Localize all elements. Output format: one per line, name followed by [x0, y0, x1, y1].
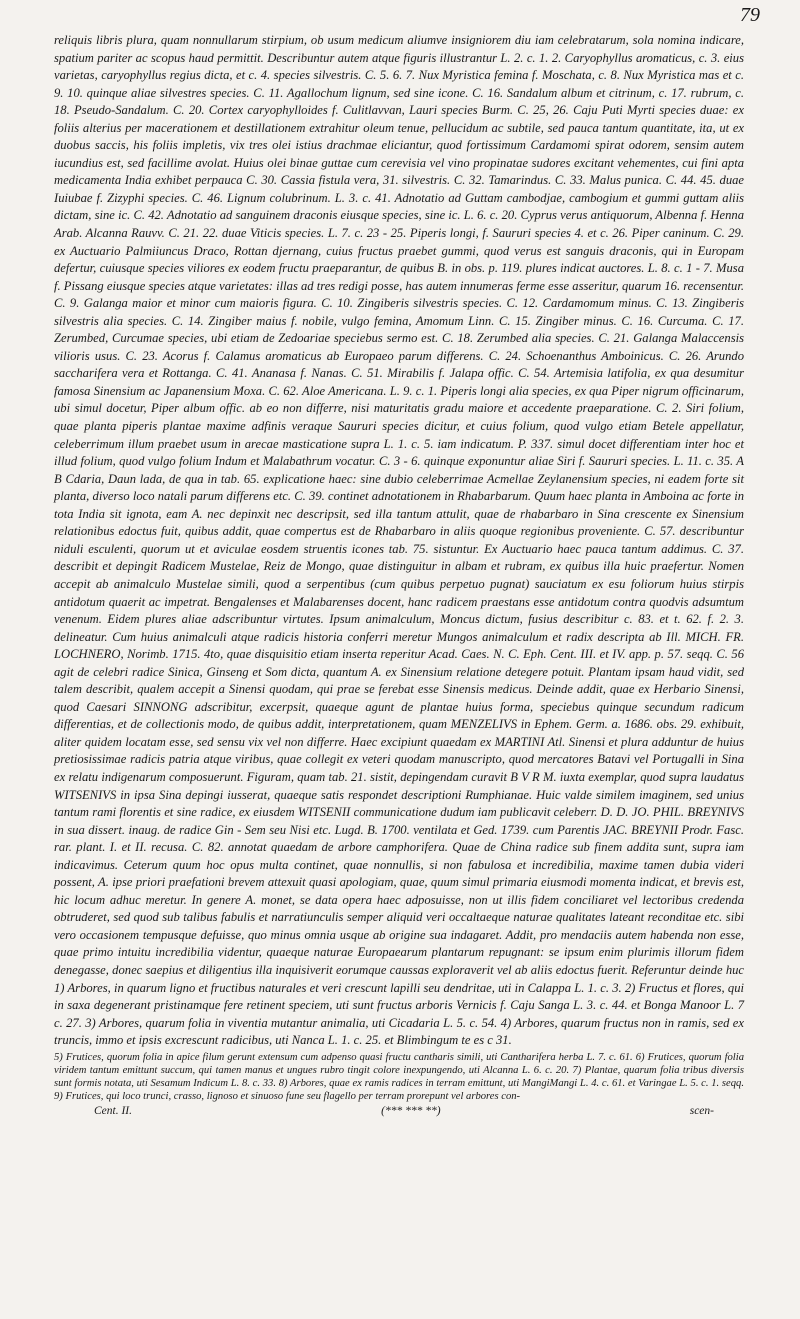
footnote-paragraph: 5) Frutices, quorum folia in apice filum gerunt extensum cum adpenso quasi fructu cantharis simili, uti Cantharifera herba L. 7. c. 61. 6) Frutices, quorum folia viridem tantum emittunt succum, qui tamen manus et ungues rubro tingit colore inexpungendo, uti Alcanna L. 6. c. 20. 7) Plantae, quarum folia tribus diversis sunt formis notata, uti Sesamum Indicum L. 8. c. 33. 8) Arbores, quae ex ramis radices in terram emittunt, uti MangiMangi L. 4. c. 61. et Varingae L. 5. c. 1. seqq. 9) Frutices, qui loco trunci, crasso, lignoso et sinuoso fune seu flagello per terram prorepunt vel arbores con- — [54, 1051, 744, 1103]
signature-line — [54, 1105, 744, 1117]
page-number: 79 — [740, 4, 760, 26]
main-text — [54, 32, 744, 1050]
signature-catchword: scen- — [689, 1104, 714, 1117]
footnotes — [54, 1051, 744, 1104]
paragraph: reliquis libris plura, quam nonnullarum stirpium, ob usum medicum aliumve insigniorem diu iam celebratarum, sola nomina indicare, spatium pariter ac scopus haud permittit. Describuntur autem atque figuris illustrantur L. 2. c. 1. 2. Caryophyllus aromaticus, c. 3. eius varietas, caryophyllus regius dicta, et c. 4. species silvestris. C. 5. 6. 7. Nux Myristica femina f. Moschata, c. 8. Nux Myristica mas et c. 9. 10. quinque aliae silvestres species. C. 11. Agallochum lignum, sed sine icone. C. 16. Sandalum album et citrinum, c. 17. rubrum, c. 18. Pseudo-Sandalum. C. 20. Cortex caryophylloides f. Culitlavvan, Lauri species Burm. C. 25, 26. Caju Puti Myrti species duae: ex foliis alterius per macerationem et destillationem extrahitur oleum tenue, pellucidum ac subtile, sed pauca tantum quantitate, ita, ut ex duobus saccis, his foliis impletis, vix tres olei istius drachmae eliciantur, quod fortissimum Cardamomi spirat odorem, sensim autem iucundius est, sed facillime avolat. Huius olei binae guttae cum cerevisia vel vino propinatae sudores excitant vehementes, cui fini apta medicamenta India exhibet perpauca C. 30. Cassia fistula vera, 31. silvestris. C. 32. Tamarindus. C. 33. Malus punica. C. 44. 45. duae Iuiubae f. Zizyphi species. C. 46. Lignum colubrinum. L. 3. c. 41. Adnotatio ad Guttam cambodjae, cambogium et gummi guttam aliis dictam, sine ic. C. 42. Adnotatio ad sanguinem draconis eiusque species, sine ic. L. 6. c. 20. Cyprus verus antiquorum, Albenna f. Henna Arab. Alcanna Rauvv. C. 21. 22. duae Viticis species. L. 7. c. 23 - 25. Piperis longi, f. Saururi species 4. et c. 26. Piper caninum. C. 29. ex Auctuario Palmiiuncus Draco, Rottan djernang, cuius fructus praebet gummi, quod verus est sanguis draconis, qui in Europam defertur, cuiusque species viliores ex eodem fructu praeparantur, de quibus B. in obs. p. 119. plures indicat auctores. L. 8. c. 1 - 7. Musa f. Pissang eiusque species atque varietates: illas ad tres redigi posse, has autem innumeras ferme esse asseritur, quarum 16. recensentur. C. 9. Galanga maior et minor cum maioris figura. C. 10. Zingiberis silvestris species. C. 12. Cardamomum minus. C. 13. Zingiberis silvestris alia species. C. 14. Zingiber maius f. nobile, vulgo femina, Amomum Linn. C. 15. Zingiber minus. C. 16. Curcuma. C. 17. Zerumbed, Curcumae species, ubi etiam de Zedoariae speciebus sermo est. C. 18. Zerumbed alia species. C. 21. Galanga Malaccensis vilioris usus. C. 23. Acorus f. Calamus aromaticus ab Europaeo parum differens. C. 24. Schoenanthus Amboinicus. C. 26. Arundo saccharifera vera et Rottanga. C. 41. Ananasa f. Nanas. C. 51. Mirabilis f. Jalapa offic. C. 54. Artemisia latifolia, ex qua desumitur famosa Sinensium ac Japanensium Moxa. C. 62. Aloe Americana. L. 9. c. 1. Piperis longi alia species, ex qua Piper nigrum officinarum, ubi simul docetur, Piper album offic. ab eo non differre, nisi maturitatis gradu maiore et accedente praeparatione. C. 2. Siri folium, quae planta piperis plantae maxime adfinis veraque Saururi species dicitur, et cuius folium, quod vulgo etiam Betele appellatur, celeberrimum illum praebet usum in arecae masticatione supra L. 1. c. 5. iam indicatum. P. 337. simul docet differentiam inter hoc et illud folium, quod vulgo folium Indum et Malabathrum vocatur. C. 3 - 6. quinque exponuntur aliae Siri f. Saururi species. L. 11. c. 35. A B Cdaria, Daun lada, de qua in tab. 65. explicatione haec: sine dubio celeberrimae Acmellae Zeylanensium species, ni eadem forte sit planta, diverso loco natali parum differens etc. C. 39. continet adnotationem in Rhabarbarum. Quum haec planta in Amboina ac forte in tota India sit ignota, eam A. nec depinxit nec descripsit, sed illa tantum attulit, quae de rhabarbaro in Sina crescente ex Sinensium relationibus edoctus fuit, quibus addit, quae compertus est de Rhabarbaro in aliis quoque regionibus proveniente. C. 57. describuntur niduli esculenti, quorum ut et aviculae eosdem struentis icones tab. 75. sistuntur. Ex Auctuario haec pauca tantum addimus. C. 37. describit et depingit Radicem Mustelae, Reiz de Mongo, quae distinguitur in albam et rubram, ex quibus illa huic praefertur. Nomen accepit ab animalculo Mustelae simili, quod a serpentibus (cum quibus perpetuo pugnat) sauciatum ex esu foliorum huius stirpis antidotum quaerit ac impetrat. Bengalenses et Malabarenses docent, hanc radicem praestans esse antidotum contra quodvis adsumtum venenum. Eidem plures aliae adscribuntur virtutes. Ipsum animalculum, Moncus dictum, fusius describitur c. 83. et t. 62. f. 2. 3. delineatur. Cum huius animalculi atque radicis historia conferri meretur Mungos animalculum et radix descripta ab Ill. MICH. FR. LOCHNERO, Norimb. 1715. 4to, quae disquisitio etiam inserta reperitur Acad. Caes. N. C. Eph. Cent. III. et IV. app. p. 57. seqq. C. 56 agit de celebri radice Sinica, Ginseng et Som dicta, quantum A. ex Sinensium relatione detegere potuit. Plantam ipsam haud vidit, sed talem describit, qualem accepit a Sinensi quodam, qui prae se ferebat esse Sinensis medicus. Deinde addit, quae ex Herbario Sinensi, quod Caesari SINNONG adscribitur, excerpsit, quaeque agunt de plantae huius forma, speciebus quinque secundum radicum differentias, et de collectionis modo, de quibus addit, interpretationem, quam MENZELIVS in Ephem. Germ. a. 1686. obs. 29. exhibuit, aliter quidem locatam esse, sed sensu vix vel non differre. Haec excipiunt quaedam ex MARTINI Atl. Sinensi et plura adduntur de huius pretiosissimae radicis patria atque viribus, quae collegit ex veteri quodam manuscripto, quod mercatores Batavi vel Portugalli in Sina ex relatu indigenarum composuerunt. Figuram, quam tab. 21. sistit, depingendam curavit B V R M. iuxta exemplar, quod supra laudatus WITSENIVS in ipsa Sina depingi iusserat, quaeque satis respondet descriptioni Rumphianae. Huic valde similem imaginem, sed unius tantum rami florentis et sine radice, ex eiusdem WITSENII communicatione dudum iam publicavit celeberr. D. D. JO. PHIL. BREYNIVS in sua dissert. inaug. de radice Gin - Sem seu Nisi etc. Lugd. B. 1700. ventilata et Ged. 1739. cum Parentis JAC. BREYNII Prodr. Fasc. rar. plant. I. et II. recusa. C. 82. annotat quaedam de arbore camphorifera. Quae de China radice sub finem addita sunt, supra iam indicavimus. Ceterum quum hoc opus multa continet, quae nonnullis, si non fabulosa et incredibilia, maxime tamen dubia videri possent, A. ipse priori praefationi brevem attexuit quasi apologiam, quae, quum simul primaria eiusmodi momenta indicat, et brevis est, hic locum adhuc meretur. In genere A. monet, se data opera haec adposuisse, non ut illis fidem conciliaret vel lectoribus credenda obtruderet, sed quod sub talibus fabulis et narratiunculis semper aliquid veri occaltaeque naturae qualitates lateant reconditae etc. sibi vero occasionem tempusque defuisse, quo minus omnia usque ab origine sua indagaret. Addit, pro mendaciis autem habenda non esse, quae primo intuitu incredibilia videntur, quaeque naturae Europaearum plantarum repugnant: se ipsum enim plurimis illorum fidem denegasse, donec saepius et diligentius illa inquisiverit eorumque caussas exploraverit vel ab aliis edoctus fuerit. Referuntur deinde huc 1) Arbores, in quarum ligno et fructibus naturales et veri crescunt lapilli seu dendritae, uti in Calappa L. 1. c. 3. 2) Fructus et flores, qui in saxa degenerant pristinamque fere retinent speciem, uti sunt fructus arboris Vernicis f. Caju Sanga L. 3. c. 44. et Bonga Manoor L. 7 c. 27. 3) Arbores, quarum folia in viventia mutantur animalia, uti Cicadaria L. 5. c. 54. 4) Arbores, quarum fructus non in ramis, sed ex truncis, immo et ipsis excrescunt radicibus, uti Nanca L. 1. c. 25. et Blimbingum te es c 31. — [54, 33, 744, 1048]
signature-left: Cent. II. — [94, 1104, 133, 1117]
signature-center: (*** *** **) — [381, 1104, 441, 1117]
